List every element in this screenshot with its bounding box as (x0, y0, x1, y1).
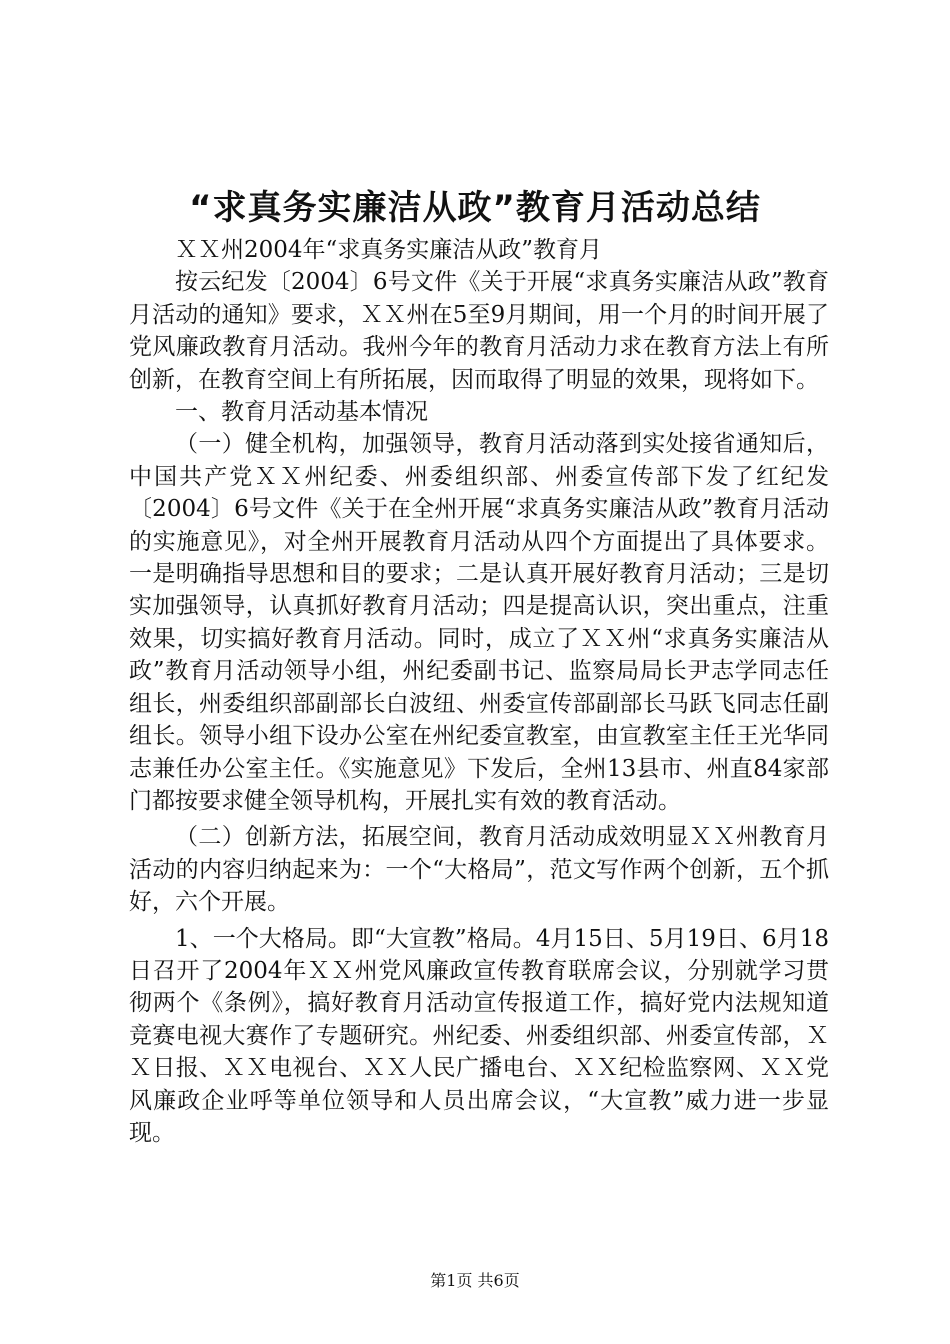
page-footer: 第1页 共6页 (430, 1271, 520, 1290)
paragraph-item-1: 1、一个大格局。即“大宣教”格局。4月15日、5月19日、6月18日召开了2004年ＸＸ州党风廉政宣传教育联席会议，分别就学习贯彻两个《条例》，搞好教育月活动宣传报道工作，搞好党内法规知道竞赛电视大赛作了专题研究。州纪委、州委组织部、州委宣传部，ＸＸ日报、ＸＸ电视台、ＸＸ人民广播电台、ＸＸ纪检监察网、ＸＸ党风廉政企业呼等单位领导和人员出席会议，“大宣教”威力进一步显现。 (129, 925, 829, 1146)
paragraph-section-1: （一）健全机构，加强领导，教育月活动落到实处接省通知后，中国共产党ＸＸ州纪委、州委组织部、州委宣传部下发了红纪发〔2004〕6号文件《关于在全州开展“求真务实廉洁从政”教育月活动的实施意见》，对全州开展教育月活动从四个方面提出了具体要求。一是明确指导思想和目的要求；二是认真开展好教育月活动；三是切实加强领导，认真抓好教育月活动；四是提高认识，突出重点，注重效果，切实搞好教育月活动。同时，成立了ＸＸ州“求真务实廉洁从政”教育月活动领导小组，州纪委副书记、监察局局长尹志学同志任组长，州委组织部副部长白波纽、州委宣传部副部长马跃飞同志任副组长。领导小组下设办公室在州纪委宣教室，由宣教室主任王光华同志兼任办公室主任。《实施意见》下发后，全州13县市、州直84家部门都按要求健全领导机构，开展扎实有效的教育活动。 (129, 431, 829, 814)
section-heading: 一、教育月活动基本情况 (175, 399, 428, 426)
paragraph-subtitle: ＸＸ州2004年“求真务实廉洁从政”教育月 (175, 237, 603, 263)
document-body (129, 234, 829, 1149)
document-title: “求真务实廉洁从政”教育月活动总结 (189, 188, 761, 228)
paragraph-section-2: （二）创新方法，拓展空间，教育月活动成效明显ＸＸ州教育月活动的内容归纳起来为：一个“大格局”，范文写作两个创新，五个抓好，六个开展。 (129, 824, 829, 916)
paragraph-intro: 按云纪发〔2004〕6号文件《关于开展“求真务实廉洁从政”教育月活动的通知》要求，ＸＸ州在5至9月期间，用一个月的时间开展了党风廉政教育月活动。我州今年的教育月活动力求在教育方法上有所创新，在教育空间上有所拓展，因而取得了明显的效果，现将如下。 (129, 269, 829, 393)
